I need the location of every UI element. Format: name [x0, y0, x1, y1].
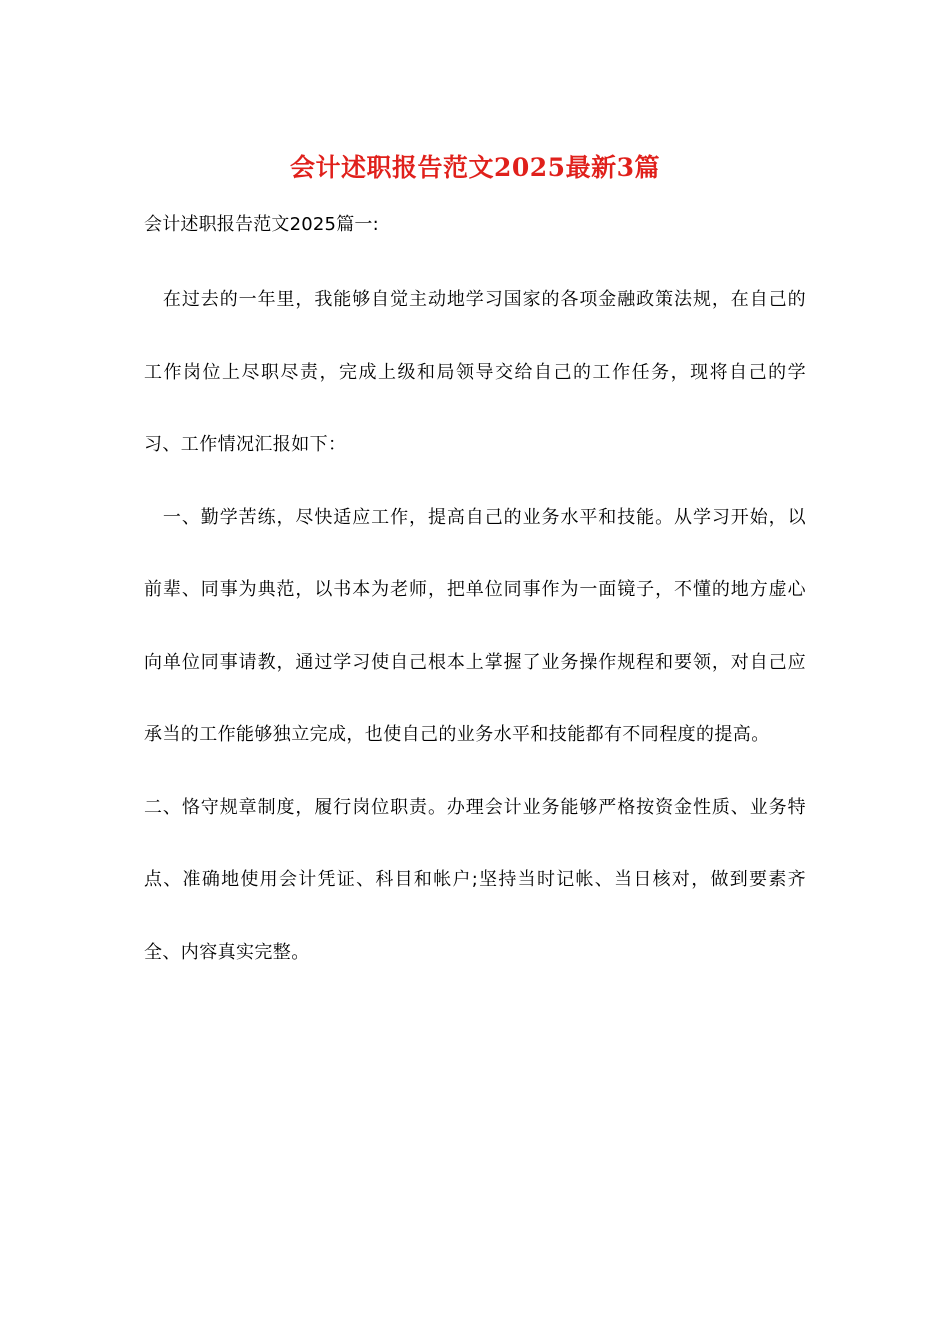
document-body: [144, 264, 806, 989]
document-title: 会计述职报告范文2025最新3篇: [290, 153, 660, 182]
paragraph-point-two: 二、恪守规章制度，履行岗位职责。办理会计业务能够严格按资金性质、业务特点、准确地使用会计凭证、科目和帐户;坚持当时记帐、当日核对，做到要素齐全、内容真实完整。: [144, 796, 806, 963]
paragraph-point-one: 一、勤学苦练，尽快适应工作，提高自己的业务水平和技能。从学习开始，以前辈、同事为典范，以书本为老师，把单位同事作为一面镜子，不懂的地方虚心向单位同事请教，通过学习使自己根本上掌握了业务操作规程和要领，对自己应承当的工作能够独立完成，也使自己的业务水平和技能都有不同程度的提高。: [144, 506, 806, 745]
paragraph-intro: 在过去的一年里，我能够自觉主动地学习国家的各项金融政策法规，在自己的工作岗位上尽职尽责，完成上级和局领导交给自己的工作任务，现将自己的学习、工作情况汇报如下：: [144, 289, 806, 455]
section-subheading: 会计述职报告范文2025篇一:: [144, 214, 379, 235]
